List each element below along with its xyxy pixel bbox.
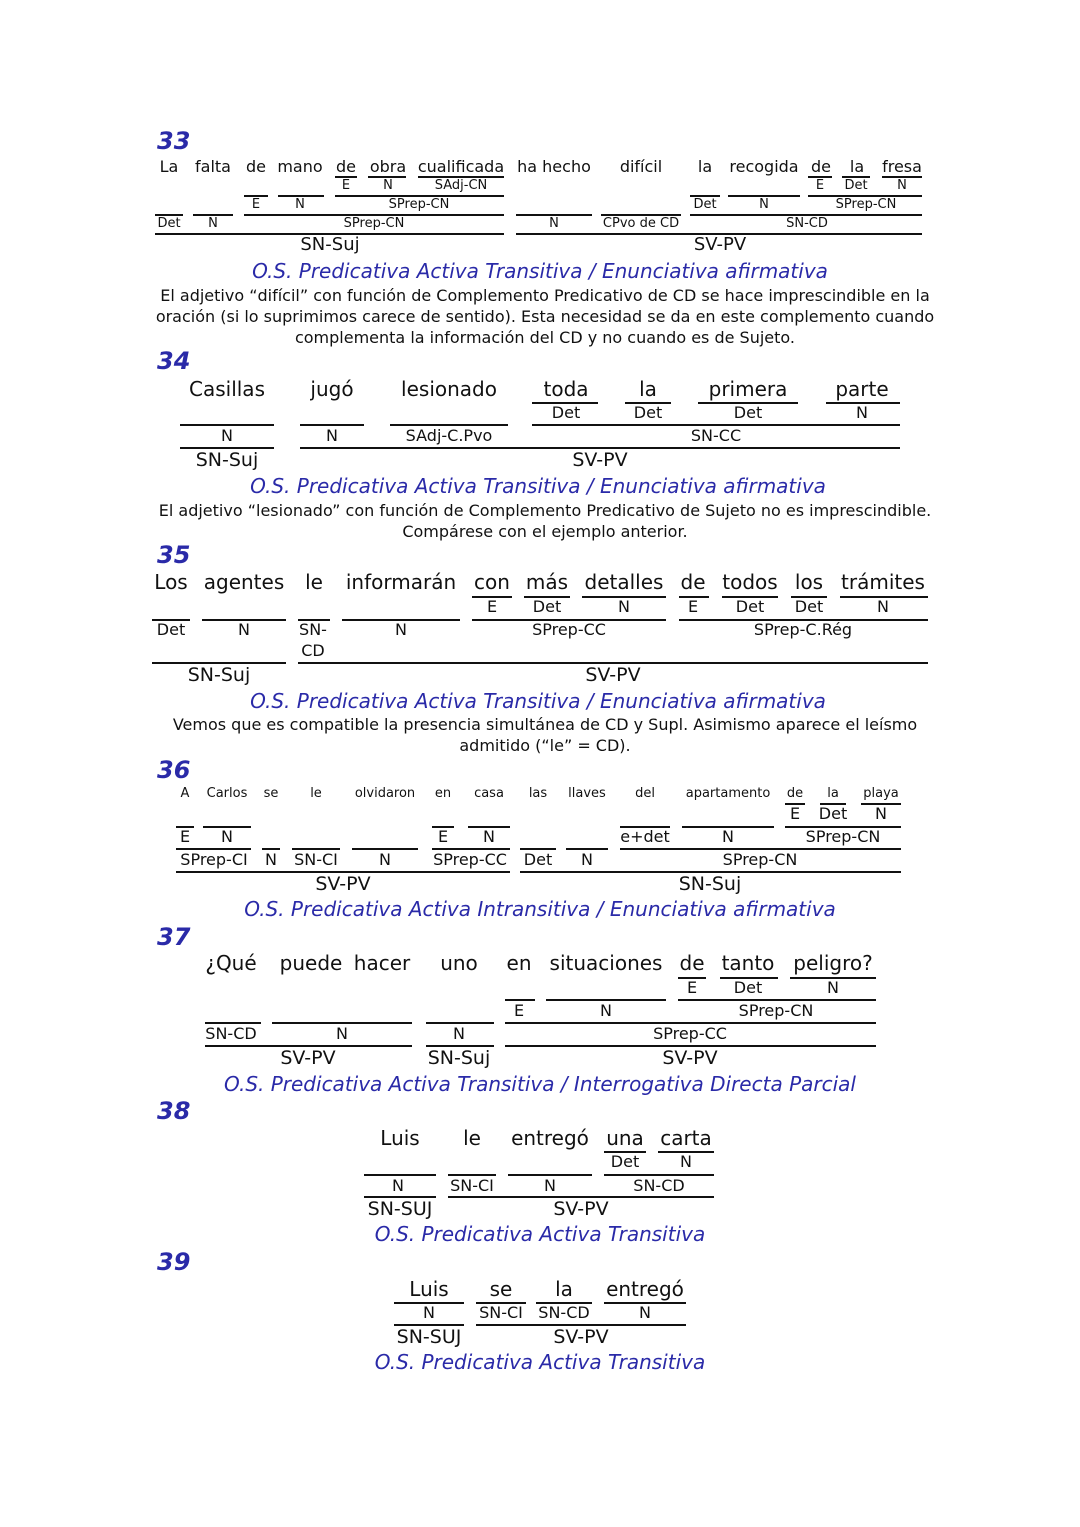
label: Det (633, 403, 663, 422)
word: de (786, 786, 804, 801)
label: N (897, 178, 907, 193)
sentence-classification: O.S. Predicativa Activa Intransitiva / Enunciativa afirmativa (244, 897, 836, 921)
label: E (179, 827, 191, 846)
word: la (639, 377, 657, 401)
label: SN-Suj (195, 449, 259, 471)
label: SN-CI (450, 1176, 494, 1195)
sentence-classification: O.S. Predicativa Activa Transitiva / Enunciativa afirmativa (252, 259, 828, 283)
word: tanto (721, 951, 775, 975)
word: La (159, 157, 179, 176)
label: SPrep-CN (835, 197, 897, 212)
word: se (263, 786, 279, 801)
explanation-note: El adjetivo “difícil” con función de Complemento Predicativo de CD se hace imprescindible en la oración (si lo suprimimos carece de sentido). Esta necesidad se da en este complemento cuando complementa la información del CD y no cuando es de Sujeto. (155, 286, 935, 347)
word: olvidaron (354, 786, 416, 801)
word: ¿Qué (205, 951, 257, 975)
label: SPrep-CC (433, 850, 507, 869)
label: SV-PV (572, 449, 628, 471)
label: Det (157, 216, 181, 231)
label: Det (156, 620, 186, 639)
word: jugó (310, 377, 354, 401)
sentence-classification: O.S. Predicativa Activa Transitiva (374, 1222, 706, 1246)
word: más (525, 570, 569, 594)
word: Los (154, 570, 188, 594)
explanation-note: Vemos que es compatible la presencia simultánea de CD y Supl. Asimismo aparece el leísmo admitido (“le” = CD). (172, 715, 918, 755)
label: Det (733, 978, 763, 997)
word: la (827, 786, 839, 801)
label: CD (301, 641, 325, 660)
label: SN-CD (205, 1024, 257, 1043)
word: obra (369, 157, 407, 176)
word: llaves (568, 786, 606, 801)
label: Det (523, 850, 553, 869)
label: N (618, 597, 630, 616)
label: SN-CD (633, 1176, 685, 1195)
word: detalles (584, 570, 664, 594)
label: N (600, 1001, 612, 1020)
label: N (238, 620, 250, 639)
label: E (687, 597, 699, 616)
word: entregó (511, 1126, 589, 1150)
label: N (423, 1303, 435, 1322)
explanation-note: El adjetivo “lesionado” con función de Complemento Predicativo de Sujeto no es imprescindible. Compárese con el ejemplo anterior. (158, 501, 932, 541)
label: SAdj-C.Pvo (405, 426, 493, 445)
word: informarán (345, 570, 457, 594)
word: en (506, 951, 532, 975)
word: se (489, 1277, 513, 1301)
label: SV-PV (693, 234, 747, 255)
word: de (336, 157, 356, 176)
word: A (180, 786, 190, 801)
word: casa (474, 786, 504, 801)
label: N (379, 850, 391, 869)
label: N (639, 1303, 651, 1322)
word: ha hecho (517, 157, 591, 176)
sentence-number: 33 (157, 127, 191, 155)
label: N (827, 978, 839, 997)
word: la (555, 1277, 573, 1301)
label: SPrep-CN (805, 827, 881, 846)
sentence-number: 39 (157, 1248, 191, 1276)
sentence-number: 34 (157, 347, 191, 375)
word: difícil (619, 157, 663, 176)
word: del (635, 786, 655, 801)
label: Det (532, 597, 562, 616)
label: N (336, 1024, 348, 1043)
label: N (395, 620, 407, 639)
word: cualificada (417, 157, 505, 176)
label: N (392, 1176, 404, 1195)
label: E (437, 827, 449, 846)
label: Det (818, 804, 848, 823)
label: CPvo de CD (602, 216, 680, 231)
label: E (815, 178, 825, 193)
label: E (486, 597, 498, 616)
word: Carlos (206, 786, 248, 801)
label: N (722, 827, 734, 846)
label: N (856, 403, 868, 422)
label: N (453, 1024, 465, 1043)
label: N (544, 1176, 556, 1195)
word: fresa (882, 157, 922, 176)
word: falta (195, 157, 231, 176)
word: uno (440, 951, 478, 975)
label: N (265, 850, 277, 869)
label: SN-Suj (678, 873, 742, 895)
label: SAdj-CN (434, 178, 488, 193)
word: Luis (409, 1277, 449, 1301)
word: Luis (380, 1126, 420, 1150)
label: N (295, 197, 305, 212)
label: e+det (620, 827, 670, 846)
label: SPrep-CI (180, 850, 248, 869)
label: N (383, 178, 393, 193)
word: mano (277, 157, 323, 176)
label: SPrep-CN (388, 197, 450, 212)
word: peligro? (793, 951, 873, 975)
label: N (759, 197, 769, 212)
word: todos (722, 570, 778, 594)
word: trámites (841, 570, 925, 594)
word: situaciones (549, 951, 663, 975)
label: SPrep-CN (722, 850, 798, 869)
label: Det (610, 1152, 640, 1171)
word: apartamento (685, 786, 771, 801)
word: hacer (353, 951, 411, 975)
label: N (221, 426, 233, 445)
label: N (877, 597, 889, 616)
label: N (549, 216, 559, 231)
word: le (310, 786, 322, 801)
label: SPrep-C.Rég (753, 620, 853, 639)
word: parte (835, 377, 889, 401)
label: SV-PV (553, 1326, 609, 1348)
word: con (474, 570, 510, 594)
word: una (606, 1126, 644, 1150)
label: E (686, 978, 698, 997)
word: de (811, 157, 831, 176)
label: SN-CD (786, 216, 828, 231)
label: SPrep-CN (738, 1001, 814, 1020)
word: primera (708, 377, 788, 401)
label: E (513, 1001, 525, 1020)
label: N (875, 804, 887, 823)
label: SN-SUJ (396, 1326, 462, 1348)
label: E (341, 178, 351, 193)
label: SPrep-CC (653, 1024, 727, 1043)
sentence-classification: O.S. Predicativa Activa Transitiva / Enunciativa afirmativa (250, 689, 826, 713)
label: SN- (299, 620, 327, 639)
word: agentes (203, 570, 285, 594)
label: N (483, 827, 495, 846)
word: los (794, 570, 824, 594)
label: Det (693, 197, 717, 212)
label: Det (794, 597, 824, 616)
word: lesionado (401, 377, 497, 401)
label: SPrep-CN (343, 216, 405, 231)
label: SV-PV (662, 1047, 718, 1069)
sentence-classification: O.S. Predicativa Activa Transitiva (374, 1350, 706, 1374)
label: SN-Suj (187, 664, 251, 686)
word: las (528, 786, 548, 801)
word: le (305, 570, 323, 594)
word: entregó (606, 1277, 684, 1301)
label: N (581, 850, 593, 869)
label: SV-PV (315, 873, 371, 895)
word: Casillas (189, 377, 265, 401)
sentence-classification: O.S. Predicativa Activa Transitiva / Interrogativa Directa Parcial (224, 1072, 856, 1096)
label: N (221, 827, 233, 846)
sentence-number: 36 (157, 756, 191, 784)
label: SN-Suj (427, 1047, 491, 1069)
label: N (326, 426, 338, 445)
label: Det (551, 403, 581, 422)
label: SV-PV (585, 664, 641, 686)
word: le (463, 1126, 481, 1150)
sentence-number: 38 (157, 1097, 191, 1125)
word: toda (543, 377, 589, 401)
label: E (789, 804, 801, 823)
label: SN-CD (538, 1303, 590, 1322)
label: Det (735, 597, 765, 616)
word: recogida (729, 157, 799, 176)
word: de (680, 570, 706, 594)
label: SN-SUJ (367, 1198, 433, 1220)
word: la (849, 157, 865, 176)
label: SN-CI (294, 850, 338, 869)
label: SV-PV (280, 1047, 336, 1069)
word: la (697, 157, 713, 176)
word: puede (279, 951, 343, 975)
label: SN-Suj (300, 234, 360, 255)
label: Det (733, 403, 763, 422)
word: playa (863, 786, 899, 801)
word: de (679, 951, 705, 975)
label: SN-CC (690, 426, 742, 445)
label: SN-CI (479, 1303, 523, 1322)
label: N (680, 1152, 692, 1171)
word: en (434, 786, 452, 801)
label: SPrep-CC (532, 620, 606, 639)
word: carta (660, 1126, 712, 1150)
sentence-number: 35 (157, 541, 191, 569)
label: N (208, 216, 218, 231)
sentence-number: 37 (157, 923, 191, 951)
sentence-classification: O.S. Predicativa Activa Transitiva / Enunciativa afirmativa (250, 474, 826, 498)
word: de (246, 157, 266, 176)
label: E (251, 197, 261, 212)
label: Det (844, 178, 868, 193)
label: SV-PV (553, 1198, 609, 1220)
